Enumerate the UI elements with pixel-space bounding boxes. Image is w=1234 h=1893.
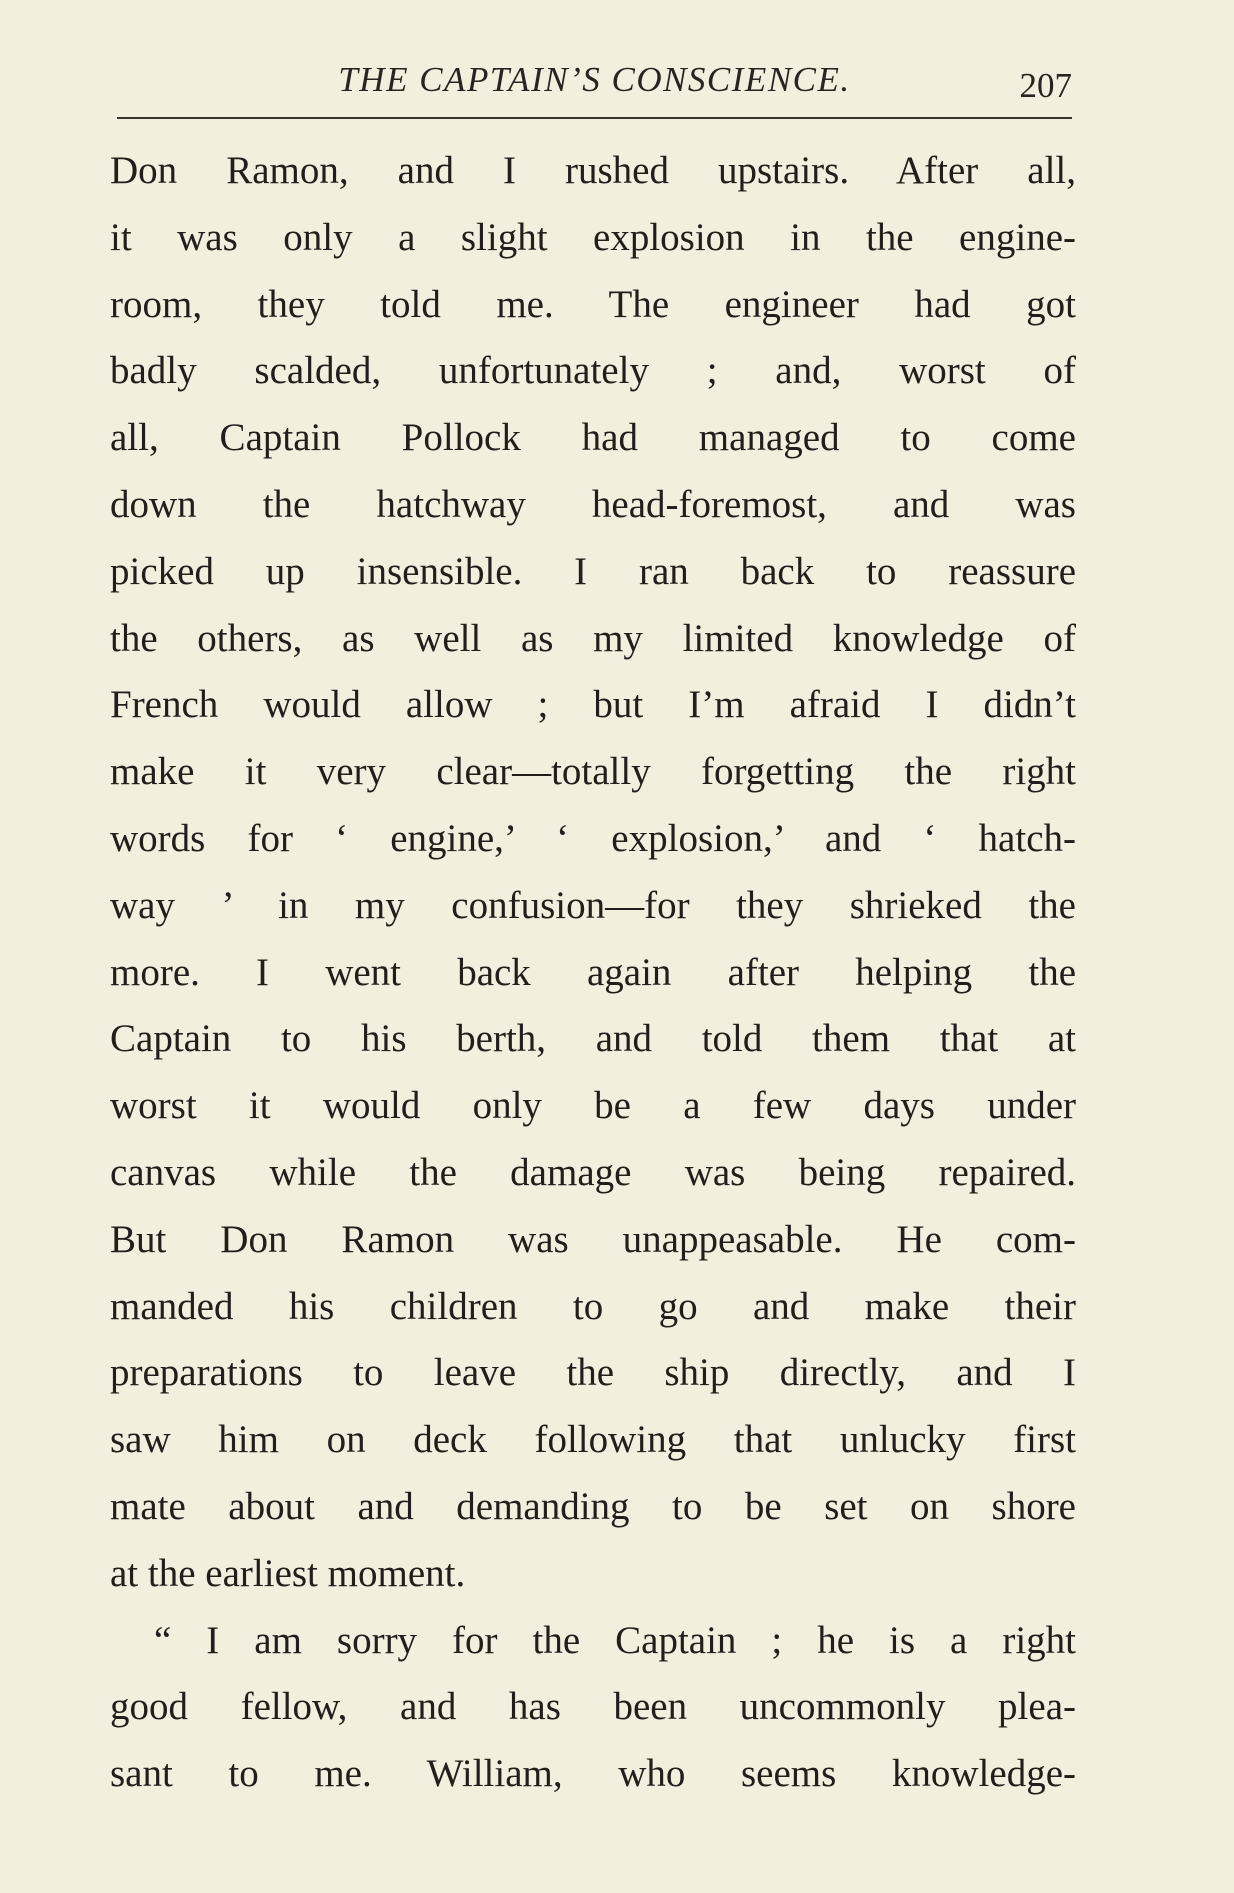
- body-text: [110, 138, 1076, 1808]
- text-line: mate about and demanding to be set on shore: [110, 1484, 1076, 1528]
- text-line: Don Ramon, and I rushed upstairs. After all,: [110, 149, 1076, 192]
- text-line: room, they told me. The engineer had got: [110, 282, 1076, 326]
- text-line: make it very clear—totally forgetting the right: [110, 750, 1076, 794]
- text-line: worst it would only be a few days under: [110, 1084, 1076, 1128]
- text-line: preparations to leave the ship directly, and I: [110, 1351, 1076, 1395]
- text-line: it was only a slight explosion in the engine-: [110, 215, 1076, 259]
- text-line: picked up insensible. I ran back to reassure: [110, 549, 1076, 593]
- text-line: manded his children to go and make their: [110, 1284, 1076, 1328]
- text-line: good fellow, and has been uncommonly plea-: [110, 1685, 1076, 1729]
- running-title: THE CAPTAIN’S CONSCIENCE.: [338, 60, 851, 99]
- text-line: sant to me. William, who seems knowledge-: [110, 1752, 1076, 1796]
- header-rule: [117, 117, 1072, 119]
- text-line: Captain to his berth, and told them that at: [110, 1017, 1076, 1061]
- text-line: at the earliest moment.: [110, 1551, 466, 1595]
- text-line: more. I went back again after helping the: [110, 950, 1076, 994]
- text-line: “ I am sorry for the Captain ; he is a right: [154, 1618, 1076, 1662]
- text-line: canvas while the damage was being repaired.: [110, 1150, 1076, 1194]
- text-line: all, Captain Pollock had managed to come: [110, 416, 1076, 460]
- text-line: way ’ in my confusion—for they shrieked the: [110, 883, 1076, 927]
- text-line: the others, as well as my limited knowledge of: [110, 616, 1076, 660]
- text-line: French would allow ; but I’m afraid I didn’t: [110, 683, 1076, 727]
- text-line: saw him on deck following that unlucky first: [110, 1418, 1076, 1462]
- text-line: badly scalded, unfortunately ; and, worst of: [110, 349, 1076, 393]
- text-line: words for ‘ engine,’ ‘ explosion,’ and ‘ hatch-: [110, 816, 1076, 860]
- page-header: [117, 52, 1072, 114]
- text-line: down the hatchway head-foremost, and was: [110, 482, 1076, 526]
- text-line: But Don Ramon was unappeasable. He com-: [110, 1217, 1076, 1261]
- page-number: 207: [1019, 66, 1072, 105]
